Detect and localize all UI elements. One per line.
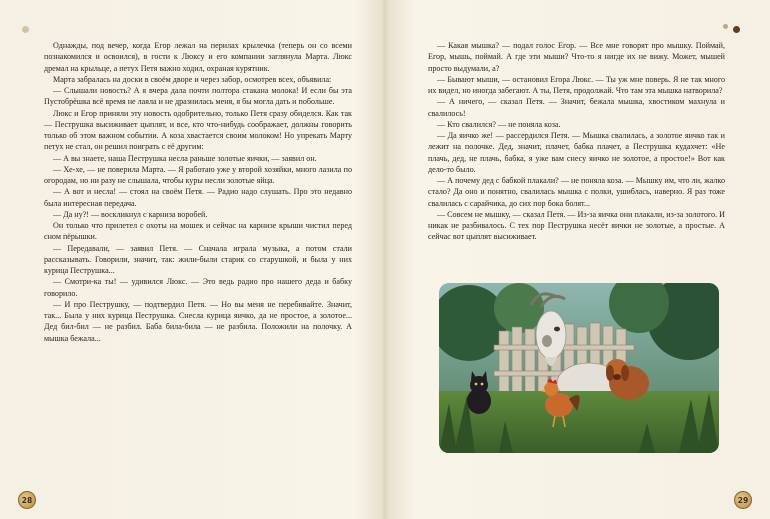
paragraph: — А ничего, — сказал Петя. — Значит, бежала мышка, хвостиком махнула и свалилось! (428, 97, 725, 118)
paragraph: — Хе-хе, — не поверила Марта. — Я работаю уже у второй хозяйки, много лазила по огородам, но ни разу не слышала, чтобы куры несли золотые яйца. (44, 164, 352, 185)
page-number-right (734, 491, 752, 509)
page-number-left (18, 491, 36, 509)
paragraph: — Смотри-ка ты! — удивился Люкс. — Это ведь радио про нашего деда и бабку говорило. (44, 277, 352, 298)
right-page (385, 0, 770, 519)
paragraph: Марта забралась на доски в своём дворе и через забор, осмотрев всех, объявила: (53, 74, 332, 84)
corner-ornament (723, 24, 728, 29)
story-illustration (439, 283, 719, 453)
paragraph: — А почему дед с бабкой плакали? — не поняла коза. — Мышку им, что ли, жалко стало? Да оно и понятно, свалилась мышка с полки, ушиблась, наверно. Я раз тоже свалилась с сарайчика, до сих пор бока болят... (428, 176, 725, 208)
paragraph: — Слышали новость? А я вчера дала почти полтора стакана молока! И если бы эта Пустобрёшка всё время не лаяла и не дразнилась меня, я бы могла дать и побольше. (44, 86, 352, 107)
paragraph: — А вот и несла! — стоял на своём Петя. — Радио надо слушать. Про это недавно была интересная передача. (44, 187, 352, 208)
paragraph: — Да яичко же! — рассердился Петя. — Мышка свалилась, а золотое яичко так и лежит на полочке. Дед, значит, плачет, бабка плачет, а Пеструшка кудахчет: «Не плачь, дед, не плачь, бабка, я уже вам снесу яичко не золотое, а простое!» Вот как дело-то было. (428, 131, 725, 174)
page-number-text: 28 (21, 495, 33, 505)
paragraph: Он только что прилетел с охоты на мошек и сейчас на карнизе крыши чистил перед сном пёрышки. (44, 221, 352, 242)
paragraph: — Бывают мыши, — остановил Егора Люкс. — Ты уж мне поверь. Я не так много их видел, но иногда забегают. А ты, Петя, продолжай. Что там эта мышка натворила? (428, 74, 725, 95)
left-text-column (44, 40, 352, 344)
right-text-column (428, 40, 725, 243)
paragraph: — Передавали, — заявил Петя. — Сначала играла музыка, а потом стали рассказывать. Говорили, значит, так: жили-были старик со старушкой, и была у них курица Пеструшка... (44, 243, 352, 275)
paragraph: Однажды, под вечер, когда Егор лежал на перилах крылечка (теперь он со всеми познакомился и освоился), в гости к Люксу и его компании заглянула Марта. Люкс дремал на крыльце, а петух Петя важно ходил, охраная курятник. (44, 41, 352, 73)
paragraph: — А вы знаете, наша Пеструшка несла раньше золотые яички, — заявил он. (53, 153, 317, 163)
paragraph: — Кто свалился? — не поняла коза. (437, 119, 561, 129)
paragraph: Люкс и Егор приняли эту новость одобрительно, только Петя сразу обиделся. Как так — Пеструшка высиживает цыплят, и все, кто что-нибудь соображает, должны говорить только об этом важном событии. А коза хвастается своим молоком! Но упрекать Марту петух не стал, он решил поиграть с её другим: (44, 108, 352, 152)
paragraph: — Какая мышка? — подал голос Егор. — Все мне говорят про мышку. Поймай, Егор, мышь, поймай. А где эти мыши? Что-то я нигде их не вижу. Может, мышей просто выдумали, а? (428, 41, 725, 73)
corner-ornament (22, 26, 29, 33)
paragraph: — И про Пеструшку, — подтвердил Петя. — Но вы меня не перебивайте. Значит, так... Была у них курица Пеструшка. Снесла курица яичко, да не простое, а золотое... Дед бил-бил — не разбил. Баба била-била — не разбила. Положили на полочку. А мышка бежала... (44, 299, 352, 343)
paragraph: — Да ну?! — воскликнул с карниза воробей. (53, 209, 208, 219)
page-number-text: 29 (737, 495, 749, 505)
corner-ornament (733, 26, 740, 33)
paragraph: — Совсем не мышку, — сказал Петя. — Из-за яичка они плакали, из-за золотого. И никак не разбивалось. С тех пор Пеструшка несёт яички не золотые, а простые. А сейчас вот цыплят высиживает. (428, 209, 725, 242)
